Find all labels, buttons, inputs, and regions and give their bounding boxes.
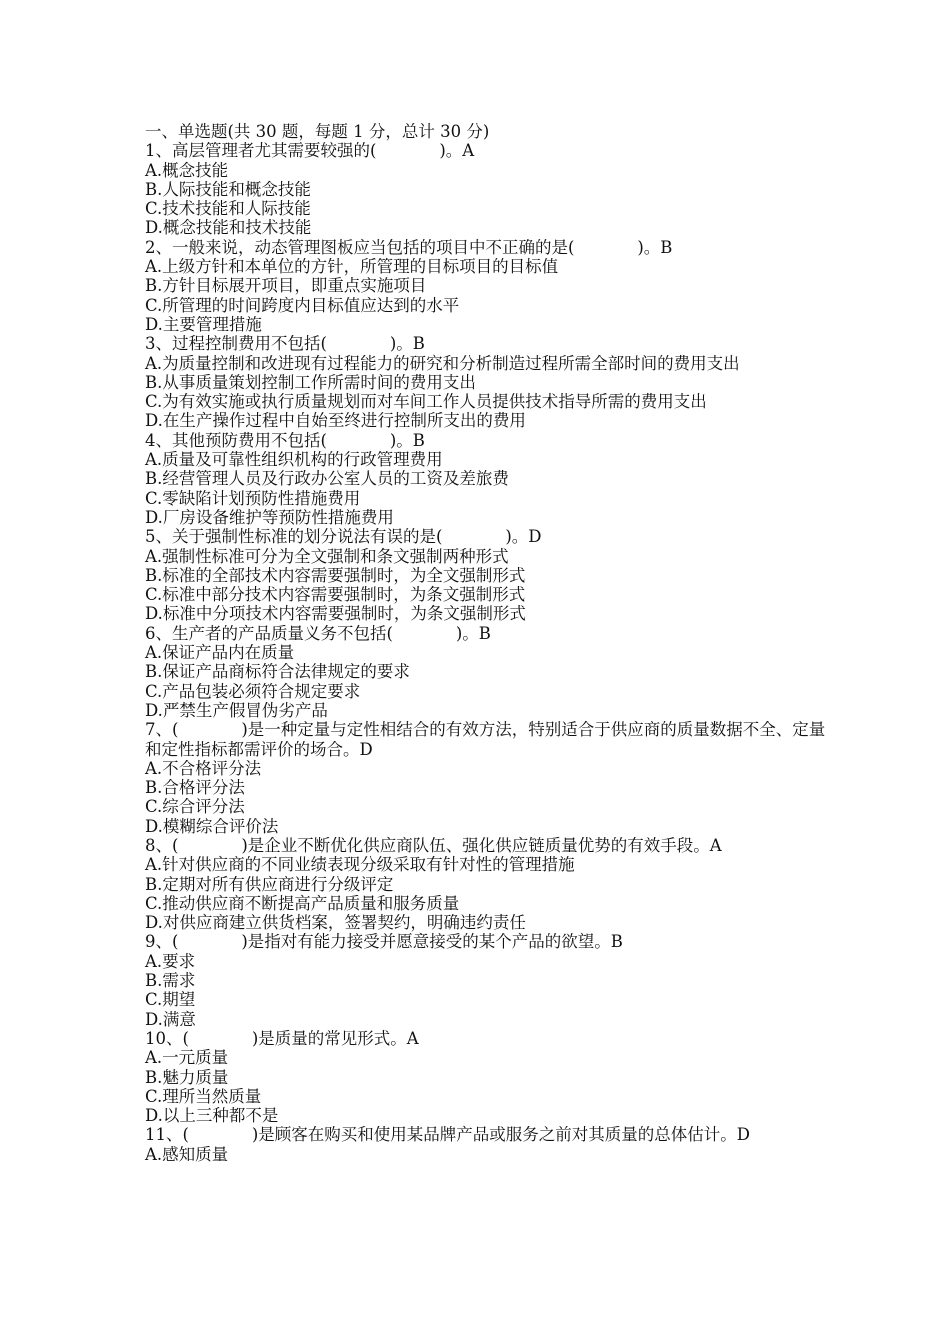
question-block <box>145 527 835 623</box>
question-block <box>145 720 835 836</box>
document-body <box>145 122 835 1164</box>
answer-option: C.推动供应商不断提高产品质量和服务质量 <box>145 893 460 913</box>
question-stem: 3、过程控制费用不包括( )。B <box>145 334 425 354</box>
question-stem: 11、( )是顾客在购买和使用某品牌产品或服务之前对其质量的总体估计。D <box>145 1125 751 1145</box>
answer-option: B.方针目标展开项目，即重点实施项目 <box>145 276 427 296</box>
answer-option: B.标准的全部技术内容需要强制时，为全文强制形式 <box>145 565 526 585</box>
answer-option: A.针对供应商的不同业绩表现分级采取有针对性的管理措施 <box>145 855 575 875</box>
answer-option: A.不合格评分法 <box>145 758 262 778</box>
answer-option: B.合格评分法 <box>145 778 245 798</box>
answer-option: D.标准中分项技术内容需要强制时，为条文强制形式 <box>145 604 526 624</box>
answer-option: A.为质量控制和改进现有过程能力的研究和分析制造过程所需全部时间的费用支出 <box>145 353 740 373</box>
answer-option: C.标准中部分技术内容需要强制时，为条文强制形式 <box>145 585 526 605</box>
question-stem: 7、( )是一种定量与定性相结合的有效方法，特别适合于供应商的质量数据不全、定量和定性指标都需评价的场合。D <box>145 720 826 759</box>
answer-option: C.产品包装必须符合规定要求 <box>145 681 361 701</box>
answer-option: A.保证产品内在质量 <box>145 643 295 663</box>
answer-option: B.定期对所有供应商进行分级评定 <box>145 874 394 894</box>
answer-option: A.概念技能 <box>145 160 229 180</box>
question-list <box>145 141 835 1164</box>
answer-option: D.厂房设备维护等预防性措施费用 <box>145 507 394 527</box>
question-block <box>145 238 835 334</box>
question-block <box>145 431 835 527</box>
answer-option: C.综合评分法 <box>145 797 245 817</box>
question-stem: 4、其他预防费用不包括( )。B <box>145 430 425 450</box>
question-stem: 8、( )是企业不断优化供应商队伍、强化供应链质量优势的有效手段。A <box>145 835 722 855</box>
question-stem: 9、( )是指对有能力接受并愿意接受的某个产品的欲望。B <box>145 932 623 952</box>
question-block <box>145 1125 835 1164</box>
answer-option: D.模糊综合评价法 <box>145 816 279 836</box>
answer-option: C.零缺陷计划预防性措施费用 <box>145 488 361 508</box>
question-block <box>145 1029 835 1125</box>
answer-option: B.人际技能和概念技能 <box>145 179 311 199</box>
answer-option: C.技术技能和人际技能 <box>145 199 311 219</box>
answer-option: B.魅力质量 <box>145 1067 229 1087</box>
answer-option: C.期望 <box>145 990 196 1010</box>
answer-option: D.严禁生产假冒伪劣产品 <box>145 700 328 720</box>
question-block <box>145 334 835 430</box>
answer-option: D.以上三种都不是 <box>145 1106 279 1126</box>
section-heading: 一、单选题(共 30 题，每题 1 分，总计 30 分) <box>145 122 490 141</box>
answer-option: C.为有效实施或执行质量规划而对车间工作人员提供技术指导所需的费用支出 <box>145 392 707 412</box>
answer-option: A.强制性标准可分为全文强制和条文强制两种形式 <box>145 546 509 566</box>
question-block <box>145 932 835 1028</box>
answer-option: A.要求 <box>145 951 196 971</box>
question-stem: 2、一般来说，动态管理图板应当包括的项目中不正确的是( )。B <box>145 237 673 257</box>
answer-option: D.满意 <box>145 1009 196 1029</box>
answer-option: B.需求 <box>145 971 196 991</box>
question-block <box>145 836 835 932</box>
question-block <box>145 141 835 237</box>
answer-option: D.在生产操作过程中自始至终进行控制所支出的费用 <box>145 411 526 431</box>
answer-option: D.对供应商建立供货档案，签署契约，明确违约责任 <box>145 913 526 933</box>
question-stem: 5、关于强制性标准的划分说法有误的是( )。D <box>145 527 542 547</box>
answer-option: B.经营管理人员及行政办公室人员的工资及差旅费 <box>145 469 509 489</box>
answer-option: A.一元质量 <box>145 1048 229 1068</box>
answer-option: D.主要管理措施 <box>145 314 262 334</box>
question-block <box>145 624 835 720</box>
answer-option: D.概念技能和技术技能 <box>145 218 312 238</box>
answer-option: B.保证产品商标符合法律规定的要求 <box>145 662 410 682</box>
question-stem: 10、( )是质量的常见形式。A <box>145 1028 419 1048</box>
answer-option: A.上级方针和本单位的方针，所管理的目标项目的目标值 <box>145 257 559 277</box>
answer-option: B.从事质量策划控制工作所需时间的费用支出 <box>145 372 476 392</box>
answer-option: A.质量及可靠性组织机构的行政管理费用 <box>145 450 443 470</box>
question-stem: 1、高层管理者尤其需要较强的( )。A <box>145 141 475 161</box>
answer-option: A.感知质量 <box>145 1144 229 1164</box>
answer-option: C.理所当然质量 <box>145 1086 262 1106</box>
question-stem: 6、生产者的产品质量义务不包括( )。B <box>145 623 491 643</box>
answer-option: C.所管理的时间跨度内目标值应达到的水平 <box>145 295 460 315</box>
